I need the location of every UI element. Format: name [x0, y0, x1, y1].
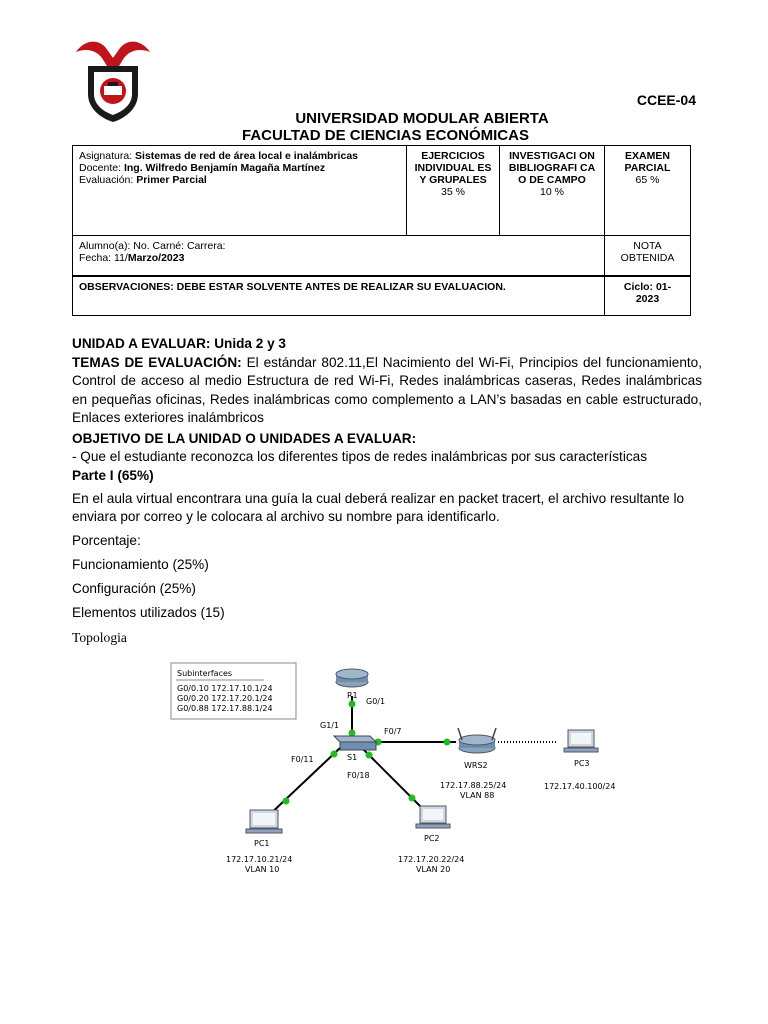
grade-cell: NOTA OBTENIDA: [605, 236, 691, 276]
criteria-item: Configuración (25%): [72, 581, 196, 596]
svg-text:172.17.10.21/24: 172.17.10.21/24: [226, 855, 293, 864]
criteria-item: Funcionamiento (25%): [72, 557, 209, 572]
weight-research-cell: INVESTIGACI ON BIBLIOGRAFI CA O DE CAMPO 10 %: [500, 146, 605, 236]
part-heading: Parte I (65%): [72, 468, 154, 483]
router-icon: [336, 669, 368, 687]
subject-value: Sistemas de red de área local e inalámbricas: [135, 150, 358, 162]
percentage-label: Porcentaje:: [72, 533, 141, 548]
pc2-label: PC2: [424, 834, 440, 843]
svg-text:G0/1: G0/1: [366, 697, 386, 706]
university-name: UNIVERSIDAD MODULAR ABIERTA: [295, 110, 549, 127]
pc-icon: [416, 806, 450, 828]
wrs2-label: WRS2: [464, 761, 488, 770]
svg-text:G0/0.88 172.17.88.1/24: G0/0.88 172.17.88.1/24: [177, 704, 273, 713]
pc-icon: [564, 730, 598, 752]
svg-text:G1/1: G1/1: [320, 721, 340, 730]
subject-cell: Asignatura: Sistemas de red de área local e inalámbricas Docente: Ing. Wilfredo Benjamín Magaña Martínez Evaluación: Primer Parcial: [73, 146, 407, 236]
topics-paragraph: TEMAS DE EVALUACIÓN: El estándar 802.11,El Nacimiento del Wi-Fi, Principios del funcionamiento, Control de acceso al medio Estructura de red Wi-Fi, Redes inalámbricas caseras, Redes inalámbricas en pequeñas oficinas, Redes inalámbricas como complemento a LAN’s basadas en cable estructurado, Enlaces exteriores inalámbricos: [72, 355, 702, 426]
teacher-value: Ing. Wilfredo Benjamín Magaña Martínez: [123, 162, 326, 174]
s1-label: S1: [347, 753, 358, 762]
evaluation-value: Primer Parcial: [136, 174, 207, 186]
svg-text:F0/7: F0/7: [384, 727, 402, 736]
part-instructions: En el aula virtual encontrara una guía la cual deberá realizar en packet tracert, el archivo resultante lo enviara por correo y le colocara al archivo su nombre para identificarlo.: [72, 491, 685, 525]
svg-text:VLAN 10: VLAN 10: [245, 865, 280, 874]
link-indicator: [283, 798, 290, 805]
svg-text:172.17.20.22/24: 172.17.20.22/24: [398, 855, 465, 864]
subinterfaces-title: Subinterfaces: [177, 669, 233, 678]
link-indicator: [444, 739, 451, 746]
r1-label: R1: [347, 691, 358, 700]
svg-text:172.17.88.25/24: 172.17.88.25/24: [440, 781, 507, 790]
svg-text:172.17.40.100/24: 172.17.40.100/24: [544, 782, 616, 791]
objective-text: - Que el estudiante reconozca los diferentes tipos de redes inalámbricas por sus características: [72, 449, 647, 464]
pc3-label: PC3: [574, 759, 590, 768]
observations-cell: OBSERVACIONES: DEBE ESTAR SOLVENTE ANTES DE REALIZAR SU EVALUACION.: [73, 276, 605, 316]
objective-heading: OBJETIVO DE LA UNIDAD O UNIDADES A EVALUAR:: [72, 431, 417, 446]
link-indicator: [366, 752, 373, 759]
link-indicator: [349, 730, 356, 737]
wireless-router-icon: [458, 728, 496, 753]
network-topology-diagram: [164, 656, 644, 886]
switch-icon: [334, 736, 376, 750]
pc-icon: [246, 810, 282, 833]
svg-text:G0/0.10 172.17.10.1/24: G0/0.10 172.17.10.1/24: [177, 684, 273, 693]
link-indicator: [349, 701, 356, 708]
svg-text:F0/11: F0/11: [291, 755, 314, 764]
link-s1-pc2: [362, 748, 426, 812]
faculty-name: FACULTAD DE CIENCIAS ECONÓMICAS: [242, 127, 529, 144]
svg-text:VLAN 88: VLAN 88: [460, 791, 495, 800]
pc1-label: PC1: [254, 839, 270, 848]
svg-text:F0/18: F0/18: [347, 771, 370, 780]
weight-exam-cell: EXAMEN PARCIAL 65 %: [605, 146, 691, 236]
student-cell: Alumno(a): No. Carné: Carrera: Fecha: 11/Marzo/2023: [73, 236, 605, 276]
svg-text:VLAN 20: VLAN 20: [416, 865, 451, 874]
criteria-item: Elementos utilizados (15): [72, 605, 225, 620]
cycle-cell: Ciclo: 01- 2023: [605, 276, 691, 316]
svg-text:G0/0.20 172.17.20.1/24: G0/0.20 172.17.20.1/24: [177, 694, 273, 703]
weight-exercises-cell: EJERCICIOS INDIVIDUAL ES Y GRUPALES 35 %: [407, 146, 500, 236]
document-code: CCEE-04: [636, 92, 696, 108]
link-indicator: [331, 751, 338, 758]
unit-heading: UNIDAD A EVALUAR: Unida 2 y 3: [72, 336, 286, 351]
link-indicator: [409, 795, 416, 802]
topology-heading: Topologia: [72, 630, 127, 645]
evaluation-info-table: [72, 145, 691, 316]
